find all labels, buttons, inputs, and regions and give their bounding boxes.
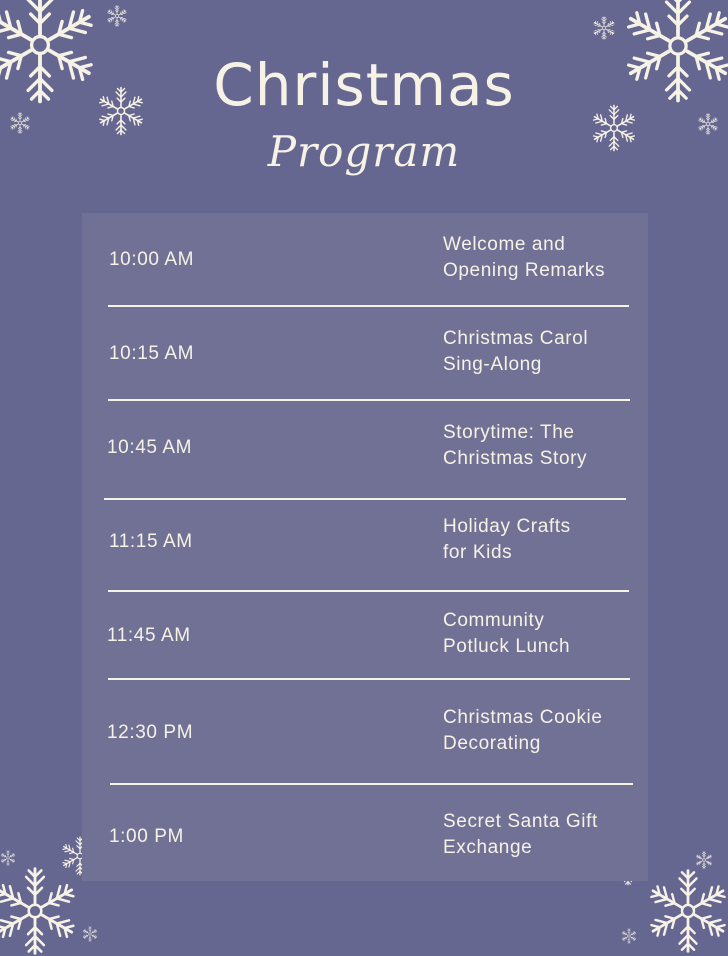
- divider: [108, 305, 629, 307]
- divider: [104, 498, 626, 500]
- schedule-event-line: Welcome and: [443, 232, 643, 258]
- schedule-time: 10:15 AM: [109, 344, 194, 363]
- schedule-time: 10:00 AM: [109, 250, 194, 269]
- schedule-event: [443, 326, 643, 378]
- snowflake-icon: [592, 16, 616, 40]
- schedule-event-line: Exchange: [443, 835, 643, 861]
- schedule-event-line: Christmas Cookie: [443, 705, 643, 731]
- snowflake-icon: [0, 850, 16, 866]
- schedule-event-line: Holiday Crafts: [443, 514, 643, 540]
- schedule-event-line: Christmas Carol: [443, 326, 643, 352]
- page-subtitle: Program: [0, 131, 728, 173]
- divider: [110, 783, 633, 785]
- schedule-event-line: Decorating: [443, 731, 643, 757]
- schedule-event-line: Opening Remarks: [443, 258, 643, 284]
- schedule-event: [443, 232, 643, 284]
- schedule-event-line: for Kids: [443, 540, 643, 566]
- snowflake-icon: [0, 866, 80, 956]
- snowflake-icon: [645, 868, 728, 954]
- schedule-event: [443, 420, 643, 472]
- schedule-event: [443, 809, 643, 861]
- divider: [108, 590, 629, 592]
- schedule-panel: [82, 213, 648, 881]
- schedule-event-line: Secret Santa Gift: [443, 809, 643, 835]
- snowflake-icon: [106, 5, 128, 27]
- divider: [108, 678, 630, 680]
- schedule-time: 11:45 AM: [107, 626, 191, 645]
- schedule-time: 12:30 PM: [107, 723, 193, 742]
- snowflake-icon: [82, 926, 98, 942]
- schedule-event-line: Potluck Lunch: [443, 634, 643, 660]
- schedule-event-line: Christmas Story: [443, 446, 643, 472]
- divider: [108, 399, 630, 401]
- schedule-event: [443, 705, 643, 757]
- schedule-time: 11:15 AM: [109, 532, 193, 551]
- schedule-time: 1:00 PM: [109, 827, 184, 846]
- snowflake-icon: [695, 851, 713, 869]
- schedule-event-line: Community: [443, 608, 643, 634]
- page-title: Christmas: [0, 56, 728, 114]
- schedule-event-line: Sing-Along: [443, 352, 643, 378]
- schedule-event: [443, 514, 643, 566]
- schedule-event: [443, 608, 643, 660]
- schedule-time: 10:45 AM: [107, 438, 192, 457]
- schedule-event-line: Storytime: The: [443, 420, 643, 446]
